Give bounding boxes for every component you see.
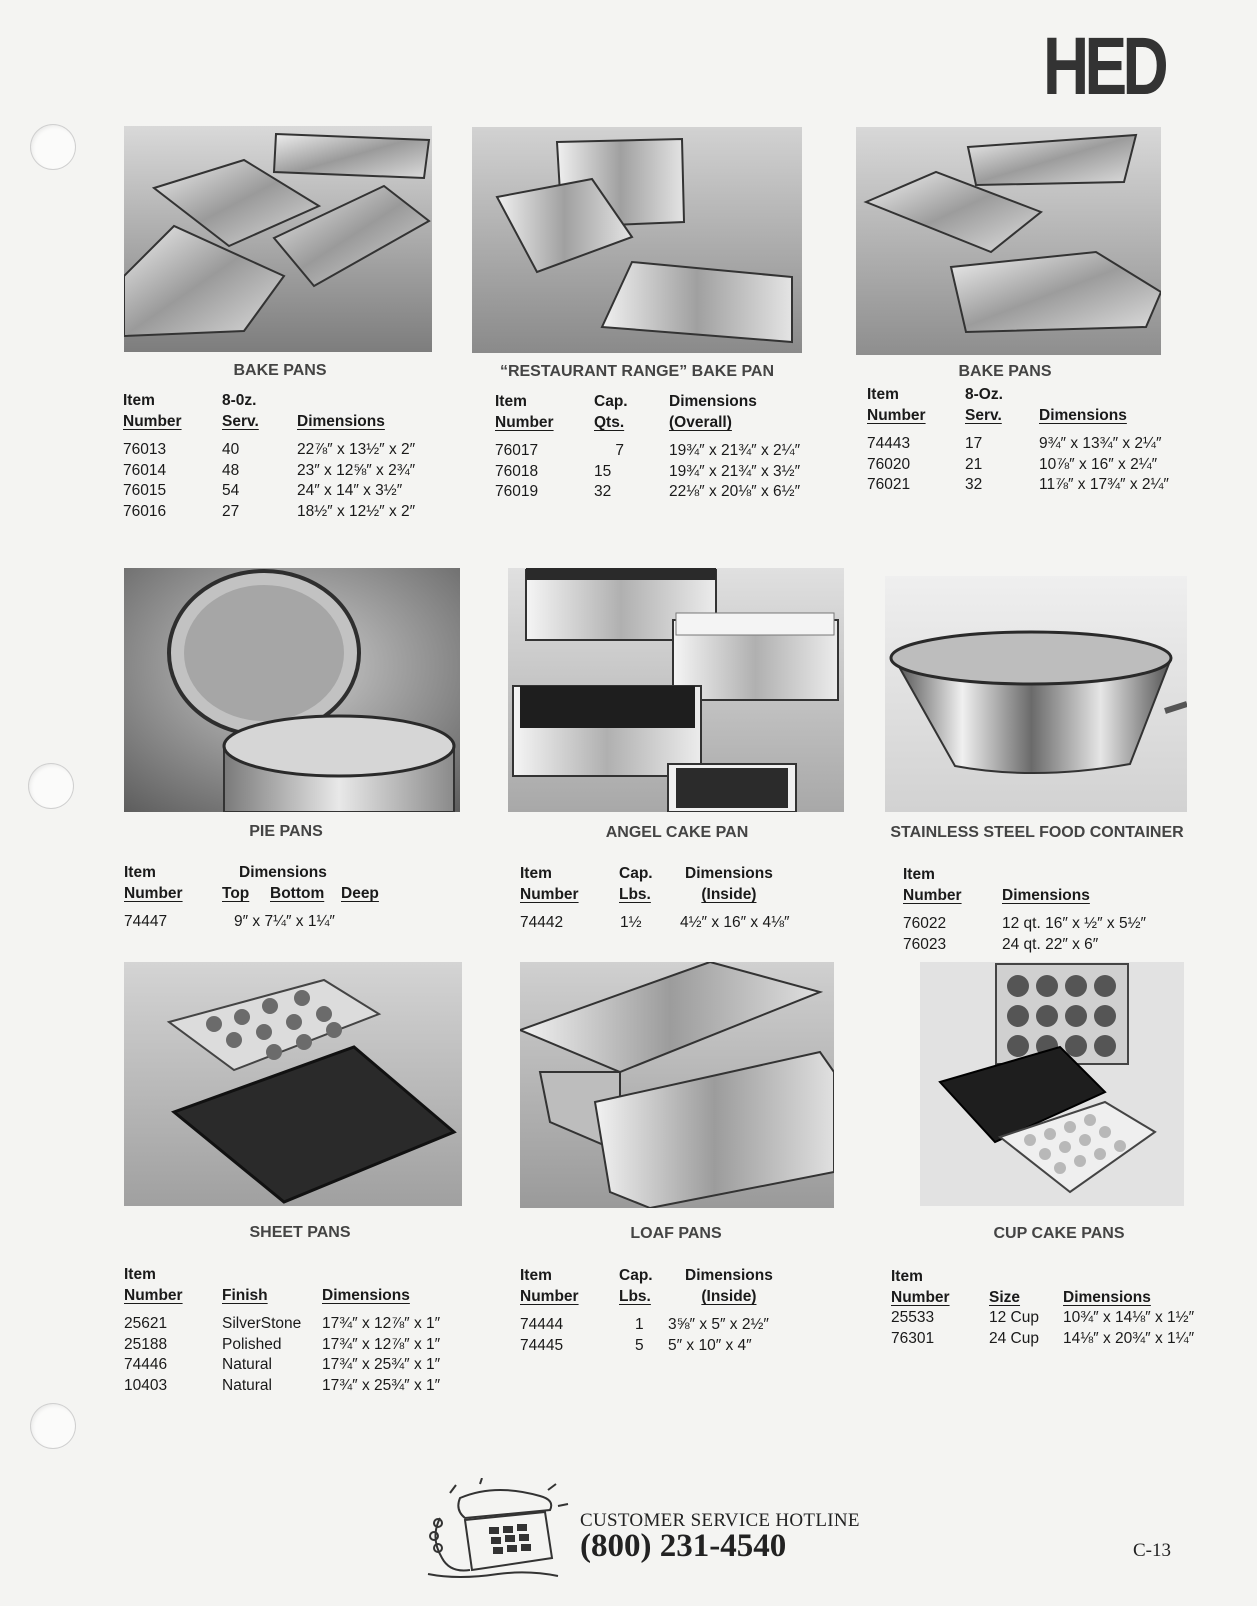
table-cell: 76014 [123,461,167,479]
table-cell: 76022 [903,915,947,932]
table-cell: 14⅛″ x 20¾″ x 1¼″ [1063,1329,1195,1347]
table-cell: 76019 [495,483,539,500]
table-cell: 10⅞″ x 16″ x 2¼″ [1039,455,1158,473]
column-header: Number [891,1289,950,1306]
table-cell: 10¾″ x 14⅛″ x 1½″ [1063,1309,1195,1326]
table-cell: 1½ [620,914,642,931]
binder-hole-bottom [30,1403,76,1449]
column-header: Number [520,886,579,903]
table-cell: 17¾″ x 12⅞″ x 1″ [322,1335,441,1353]
column-header: Dimensions [1063,1289,1151,1306]
column-header: Number [867,407,926,424]
table-cell: 76013 [123,441,167,458]
column-header: Dimensions [1039,407,1127,424]
table-cell: 76016 [123,502,167,520]
table-cell: 32 [594,483,612,500]
column-header: Dimensions [297,413,385,430]
table-cell: 22⅞″ x 13½″ x 2″ [297,441,416,458]
angel-cake-pan-photo [508,568,844,812]
table-cell: 24 Cup [989,1329,1039,1347]
brand-logo: HED [1043,21,1165,112]
table-cell: 25188 [124,1335,168,1353]
column-header: Bottom [270,885,325,902]
column-header: Number [124,1287,183,1304]
column-header: Size [989,1289,1021,1306]
bake-pans-photo-2 [856,127,1161,355]
table-cell: 32 [965,476,983,493]
column-header: Item [520,1267,552,1284]
table-cell: 10403 [124,1376,168,1394]
table-cell: 24 qt. 22″ x 6″ [1002,935,1099,953]
table-cell: 23″ x 12⅝″ x 2¾″ [297,461,416,479]
table-cell: 9″ x 7¼″ x 1¼″ [234,913,335,930]
table-cell: 25621 [124,1315,168,1332]
column-header: Qts. [594,414,625,431]
bake-pans-photo-1 [124,126,432,352]
column-header: Number [903,887,962,904]
table-cell: 74442 [520,914,564,931]
section-caption: ANGEL CAKE PAN [605,824,749,841]
column-header: Dimensions [322,1287,410,1304]
table-cell: 11⅞″ x 17¾″ x 2¼″ [1039,476,1169,493]
column-header: Deep [341,885,379,902]
hotline-label: CUSTOMER SERVICE HOTLINE [580,1510,860,1531]
column-header: Number [124,885,183,902]
table-cell: Natural [222,1376,272,1394]
table-cell: 76017 [495,442,539,459]
table-cell: 19¾″ x 21¾″ x 2¼″ [669,442,801,459]
table-cell: 7 [615,442,624,459]
column-header: Finish [222,1287,268,1304]
table-cell: 17 [965,435,983,452]
table-cell: 19¾″ x 21¾″ x 3½″ [669,462,801,480]
table-cell: SilverStone [222,1315,302,1332]
table-cell: 27 [222,502,240,520]
table-cell: 4½″ x 16″ x 4⅛″ [680,914,790,931]
table-cell: 76023 [903,935,947,953]
table-cell: 40 [222,441,240,458]
table-cell: 74446 [124,1356,168,1373]
table-cell: 17¾″ x 25¾″ x 1″ [322,1376,441,1394]
column-header: Serv. [222,413,259,430]
table-cell: 76018 [495,462,539,480]
table-cell: 74444 [520,1316,564,1333]
telephone-icon [420,1478,570,1584]
table-cell: 74445 [520,1336,564,1354]
table-cell: 5 [635,1336,644,1354]
column-header: Lbs. [619,1288,651,1305]
cup-cake-pans-photo [920,962,1184,1206]
column-header: Number [123,413,182,430]
table-cell: 3⅝″ x 5″ x 2½″ [668,1316,769,1333]
table-cell: 76020 [867,455,911,473]
section-caption: STAINLESS STEEL FOOD CONTAINER [890,824,1184,841]
column-header: Cap. [594,393,628,410]
binder-hole-middle [28,763,74,809]
column-header: Top [222,885,250,902]
column-header: 8-0z. [222,392,257,409]
section-caption: BAKE PANS [958,363,1052,380]
table-cell: 5″ x 10″ x 4″ [668,1336,752,1354]
column-header: Dimensions [239,864,327,881]
restaurant-range-bake-pan-photo [472,127,802,353]
table-cell: 17¾″ x 25¾″ x 1″ [322,1356,441,1373]
column-header: Dimensions [685,1267,773,1284]
column-header: Item [123,392,155,409]
column-header: Item [124,864,156,881]
column-header: Dimensions [669,393,757,410]
column-header: Item [495,393,527,410]
column-header: Item [903,866,935,883]
page-number: C-13 [1133,1540,1171,1561]
table-cell: 76301 [891,1329,935,1347]
section-caption: SHEET PANS [249,1224,351,1241]
pie-pans-photo [124,568,460,812]
hotline-phone-number: (800) 231-4540 [580,1528,787,1564]
table-cell: 12 Cup [989,1309,1039,1326]
table-cell: 1 [635,1316,644,1333]
stainless-steel-food-container-photo [885,576,1187,812]
table-cell: 9¾″ x 13¾″ x 2¼″ [1039,435,1162,452]
section-caption: “RESTAURANT RANGE” BAKE PAN [499,363,775,380]
table-cell: 21 [965,455,983,473]
column-header: Lbs. [619,886,651,903]
column-header: Item [891,1268,923,1285]
section-caption: BAKE PANS [233,362,327,379]
table-cell: 74447 [124,913,168,930]
table-cell: Polished [222,1335,282,1353]
column-header: Item [124,1266,156,1283]
table-cell: 12 qt. 16″ x ½″ x 5½″ [1002,915,1146,932]
table-cell: Natural [222,1356,272,1373]
table-cell: 25533 [891,1309,935,1326]
column-header: Cap. [619,1267,653,1284]
column-header: 8-Oz. [965,386,1003,403]
table-cell: 15 [594,462,612,480]
table-cell: 74443 [867,435,911,452]
table-cell: 18½″ x 12½″ x 2″ [297,502,416,520]
table-cell: 17¾″ x 12⅞″ x 1″ [322,1315,441,1332]
section-caption: CUP CAKE PANS [993,1225,1125,1242]
column-header: Item [520,865,552,882]
column-header: (Inside) [701,1288,757,1305]
section-caption: LOAF PANS [630,1225,722,1242]
section-caption: PIE PANS [249,823,323,840]
table-cell: 22⅛″ x 20⅛″ x 6½″ [669,483,801,500]
table-cell: 54 [222,482,240,499]
binder-hole-top [30,124,76,170]
column-header: Dimensions [1002,887,1090,904]
column-header: Number [495,414,554,431]
column-header: Item [867,386,899,403]
column-header: (Inside) [701,886,757,903]
table-cell: 76015 [123,482,167,499]
column-header: Cap. [619,865,653,882]
column-header: Number [520,1288,579,1305]
table-cell: 24″ x 14″ x 3½″ [297,482,403,499]
loaf-pans-photo [520,962,834,1208]
sheet-pans-photo [124,962,462,1206]
table-cell: 48 [222,461,240,479]
column-header: Dimensions [685,865,773,882]
column-header: (Overall) [669,414,732,431]
column-header: Serv. [965,407,1002,424]
table-cell: 76021 [867,476,911,493]
